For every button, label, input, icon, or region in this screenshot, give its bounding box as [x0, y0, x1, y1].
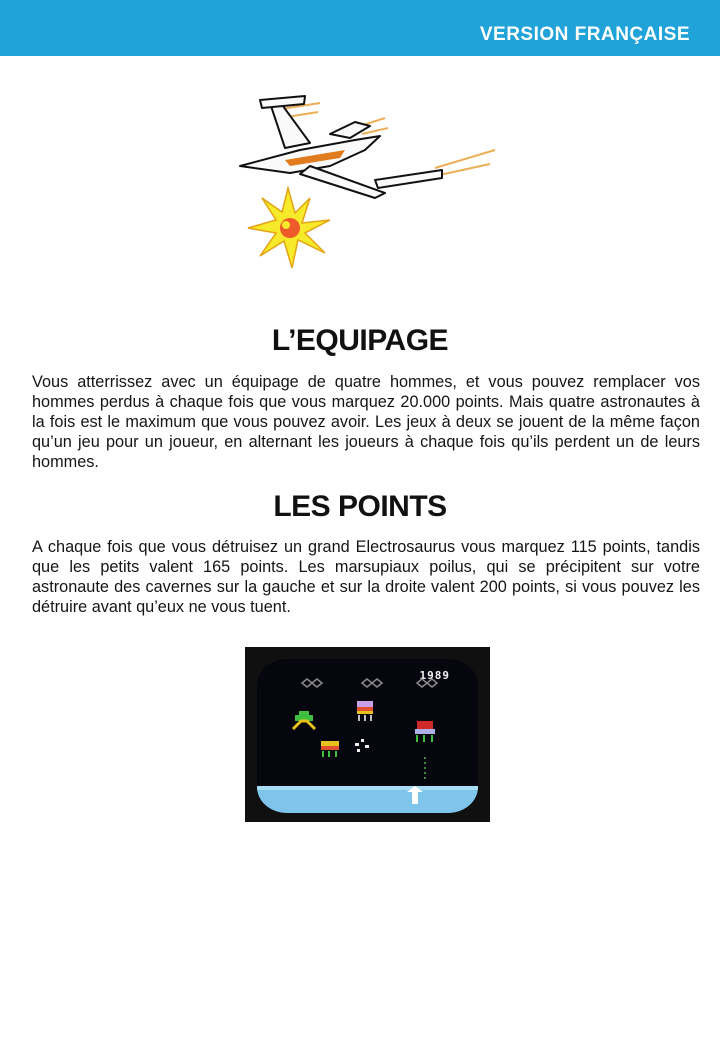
game-screen	[257, 659, 478, 813]
game-score: 1989	[419, 669, 450, 682]
points-body: A chaque fois que vous détruisez un grand Electrosaurus vous marquez 115 points, tandis que les petits valent 165 points. Les marsupiaux poilus, qui se précipitent sur votre astronaute des cavernes sur la gauche et sur la droite valent 200 points, si vous pouvez les détruire avant qu’eux ne vous tuent.	[32, 538, 700, 616]
equipage-body: Vous atterrissez avec un équipage de quatre hommes, et vous pouvez remplacer vos hommes perdus à chaque fois que vous marquez 20.000 points. Mais quatre astronautes à la fois est le maximum que vous pouvez avoir. Les jeux à deux se jouent de la même façon qu’un jeu pour un joueur, en alternant les joueurs à chaque fois qu’ils perdent un de leurs hommes.	[32, 373, 700, 471]
header-bar	[0, 0, 720, 56]
spaceship-explosion-icon	[180, 88, 510, 288]
points-title: LES POINTS	[273, 490, 447, 523]
game-screenshot	[245, 647, 490, 822]
game-scene-icon	[257, 659, 478, 813]
version-label: VERSION FRANÇAISE	[479, 24, 690, 45]
equipage-title: L’EQUIPAGE	[271, 324, 449, 357]
